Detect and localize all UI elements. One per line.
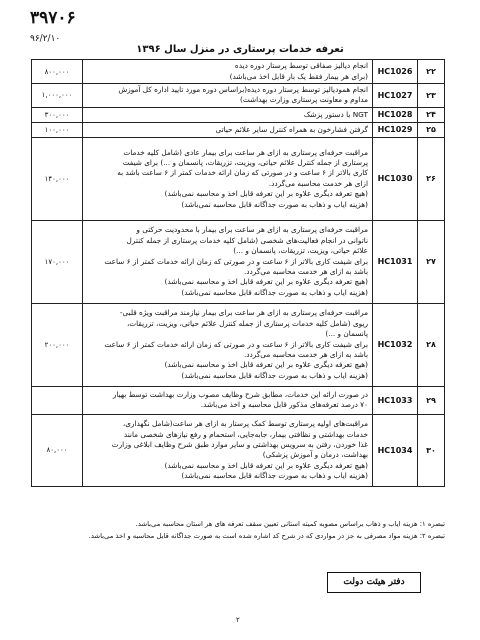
description-line: گرفتن فشارخون به همراه کنترل سایر علائم حیاتی <box>215 124 368 134</box>
document-date: ۹۶/۲/۱۰ <box>30 34 61 44</box>
price-cell: ۱۰۰,۰۰۰ <box>32 122 83 137</box>
price-cell: ۸۰۰,۰۰۰ <box>32 60 83 84</box>
description-line: برای شیفت کاری بالاتر از ۶ ساعت و در صورتی که زمان ارائه خدمات کمتر از ۶ ساعت <box>104 256 368 266</box>
description-line: (هیچ تعرفه دیگری علاوه بر این تعرفه قابل اخذ و محاسبه نمی‌باشد) <box>164 460 368 470</box>
table-row <box>32 137 445 220</box>
table-row <box>32 107 445 122</box>
row-number-cell: ۲۲ <box>418 60 445 84</box>
description-line: (هیچ تعرفه دیگری علاوه بر این تعرفه قابل اخذ و محاسبه نمی‌باشد) <box>164 189 368 199</box>
description-line: (برای هر بیمار فقط یک بار قابل اخذ می‌باشد) <box>229 71 368 81</box>
service-code-cell: HC1029 <box>373 122 418 137</box>
service-code-cell: HC1030 <box>373 137 418 220</box>
description-line: ۷۰ درصد تعرفه‌های مذکور قابل محاسبه و اخذ می‌باشد. <box>200 400 368 410</box>
description-line: ریوی (شامل کلیه خدمات پرستاری از جمله کنترل علائم حیاتی، ویزیت، تزریقات، <box>126 318 368 328</box>
description-line: باشد به ازای هر خدمت محاسبه می‌گردد. <box>243 350 368 360</box>
page-title: تعرفه خدمات پرستاری در منزل سال ۱۳۹۶ <box>136 44 344 55</box>
description-line: پرستاری از جمله کنترل علائم حیاتی، ویزیت، تزریقات، پانسمان و ...) برای شیفت <box>122 158 368 167</box>
description-line: برای شیفت کاری بالاتر از ۶ ساعت و در صورتی که زمان ارائه خدمات کمتر از ۶ ساعت <box>104 339 368 349</box>
description-line: باشد به ازای هر خدمت محاسبه می‌گردد. <box>243 267 368 277</box>
service-code-cell: HC1026 <box>373 60 418 84</box>
description-line: ناتوانی در انجام فعالیت‌های شخصی (شامل کلیه خدمات پرستاری از جمله کنترل <box>126 235 368 245</box>
price-cell <box>32 386 83 414</box>
service-code-cell: HC1032 <box>373 303 418 386</box>
service-code-cell: HC1033 <box>373 386 418 414</box>
table-row <box>32 386 445 414</box>
description-line: NGT با دستور پزشک <box>303 109 368 119</box>
price-cell: ۱۴۰,۰۰۰ <box>32 137 83 220</box>
description-line: مداوم و معاونت پرستاری وزارت بهداشت) <box>240 95 368 105</box>
description-cell <box>83 386 373 414</box>
description-line: (هیچ تعرفه دیگری علاوه بر این تعرفه قابل اخذ و محاسبه نمی‌باشد) <box>164 277 368 287</box>
description-line: مراقبت حرفه‌ای پرستاری به ازای هر ساعت برای بیمار نیازمند مراقبت ویژه قلبی- <box>119 308 368 318</box>
row-number-cell: ۲۳ <box>418 84 445 108</box>
description-line: (هیچ تعرفه دیگری علاوه بر این تعرفه قابل اخذ و محاسبه نمی‌باشد) <box>164 360 368 370</box>
description-line: پانسمان و ...) <box>325 329 368 339</box>
table-row <box>32 303 445 386</box>
tariff-table-body <box>32 60 445 487</box>
description-line: در صورت ارائه این خدمات، مطابق شرح وظایف مصوب وزارت بهداشت توسط بهیار <box>112 389 368 399</box>
row-number-cell: ۲۷ <box>418 220 445 303</box>
reference-number: ۳۹۷۰۶ <box>30 8 76 28</box>
table-row <box>32 414 445 486</box>
row-number-cell: ۲۶ <box>418 137 445 220</box>
table-row <box>32 60 445 84</box>
description-cell <box>83 220 373 303</box>
tariff-table <box>31 59 445 487</box>
description-line: غذا خوردن، رفتن به سرویس بهداشتی و سایر موارد طبق شرح وظایف ابلاغی وزارت <box>111 439 368 449</box>
service-code-cell: HC1034 <box>373 414 418 486</box>
price-cell: ۲۰۰,۰۰۰ <box>32 303 83 386</box>
description-line: مراقبت حرفه‌ای پرستاری به ازای هر ساعت برای بیمار عادی (شامل کلیه خدمات <box>123 147 368 157</box>
note-1: تبصره ۱: هزینه ایاب و ذهاب براساس مصوبه کمیته استانی تعیین سقف تعرفه های هر استان محاسبه می‌باشد. <box>135 520 445 528</box>
service-code-cell: HC1031 <box>373 220 418 303</box>
service-code-cell: HC1027 <box>373 84 418 108</box>
table-row <box>32 220 445 303</box>
service-code-cell: HC1028 <box>373 107 418 122</box>
description-cell <box>83 137 373 220</box>
description-line: (هزینه ایاب و ذهاب به صورت جداگانه قابل محاسبه نمی‌باشد) <box>181 199 368 209</box>
notes-section <box>31 518 445 542</box>
description-line: (هزینه ایاب و ذهاب به صورت جداگانه قابل محاسبه نمی‌باشد) <box>181 471 368 481</box>
row-number-cell: ۲۸ <box>418 303 445 386</box>
description-line: علائم حیاتی، ویزیت، تزریقات، پانسمان و ...) <box>233 246 368 256</box>
description-line: انجام همودیالیز توسط پرستار دوره دیده(براساس دوره مورد تایید اداره کل آموزش <box>118 85 368 94</box>
description-line: (هزینه ایاب و ذهاب به صورت جداگانه قابل محاسبه نمی‌باشد) <box>181 370 368 380</box>
page-number: ۲ <box>236 616 240 624</box>
row-number-cell: ۳۰ <box>418 414 445 486</box>
note-2: تبصره ۲: هزینه مواد مصرفی به جز در مواردی که در شرح کد اشاره شده است به صورت جداگانه قابل محاسبه و اخذ می‌باشد. <box>88 532 445 540</box>
table-row <box>32 122 445 137</box>
description-line: مراقبت حرفه‌ای پرستاری به ازای هر ساعت برای بیمار با محدودیت حرکتی و <box>136 225 368 235</box>
table-row <box>32 84 445 108</box>
price-cell: ۸۰,۰۰۰ <box>32 414 83 486</box>
row-number-cell: ۲۹ <box>418 386 445 414</box>
price-cell: ۱۷۰,۰۰۰ <box>32 220 83 303</box>
description-line: ازای هر خدمت محاسبه می‌گردد. <box>268 178 368 188</box>
row-number-cell: ۲۴ <box>418 107 445 122</box>
description-line: خدمات بهداشتی و نظافتی بیمار، جابه‌جایی، استحمام و رفع نیازهای شخصی مانند <box>123 429 368 439</box>
price-cell: ۱,۰۰۰,۰۰۰ <box>32 84 83 108</box>
government-office-stamp: دفتر هیئت دولت <box>327 572 421 593</box>
description-line: (هزینه ایاب و ذهاب به صورت جداگانه قابل محاسبه نمی‌باشد) <box>181 287 368 297</box>
description-line: مراقبت‌های اولیه پرستاری توسط کمک پرستار به ازای هر ساعت(شامل نگهداری، <box>122 419 368 429</box>
description-cell <box>83 414 373 486</box>
description-cell <box>83 107 373 122</box>
description-line: انجام دیالیز صفاقی توسط پرستار دوره دیده <box>234 61 368 71</box>
description-cell <box>83 303 373 386</box>
row-number-cell: ۲۵ <box>418 122 445 137</box>
price-cell: ۳۰۰,۰۰۰ <box>32 107 83 122</box>
description-cell <box>83 122 373 137</box>
description-line: بهداشت، درمان و آموزش پزشکی) <box>262 450 368 460</box>
description-line: کاری بالاتر از ۶ ساعت و در صورتی که زمان ارائه خدمات کمتر از ۶ ساعت باشد به <box>117 168 368 178</box>
description-cell <box>83 84 373 108</box>
description-cell <box>83 60 373 84</box>
